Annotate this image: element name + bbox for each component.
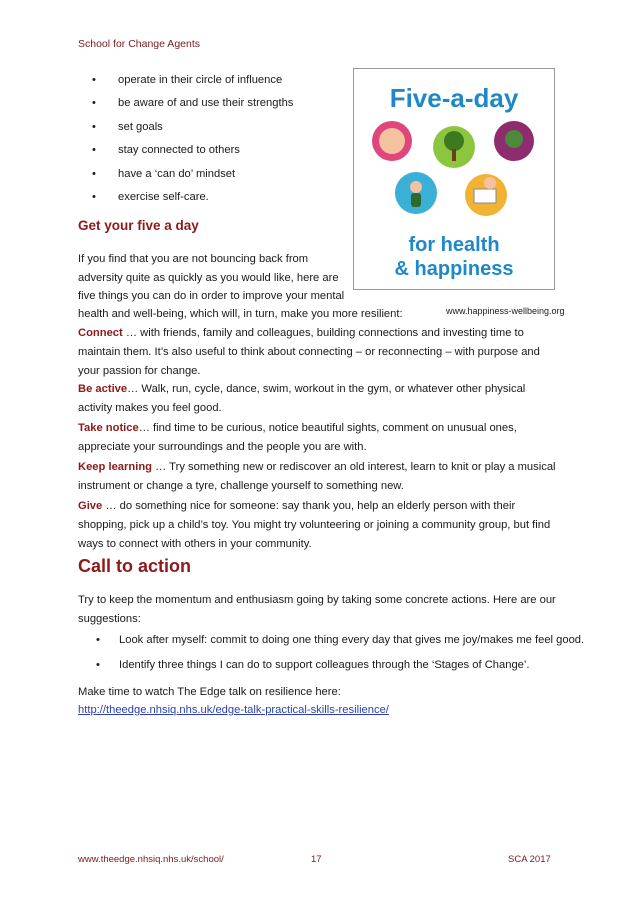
list-item-text: have a ‘can do’ mindset xyxy=(118,167,236,180)
term-take-notice: Take notice xyxy=(78,422,139,434)
cta-intro: Try to keep the momentum and enthusiasm going by taking some concrete actions. Here are our suggestions: xyxy=(78,594,556,625)
bullet-icon: • xyxy=(92,190,96,203)
poster-subtitle-2: & happiness xyxy=(394,258,514,280)
paragraph-text: … with friends, family and colleagues, building connections and investing time to maintain them. It’s also useful to think about connecting – or reconnecting – with purpose and your passion for change. xyxy=(78,327,540,377)
bullet-icon: • xyxy=(92,97,96,110)
list-item-text: set goals xyxy=(118,120,163,133)
image-credit: www.happiness-wellbeing.org xyxy=(446,306,565,316)
resilience-link-line xyxy=(78,701,558,720)
list-item xyxy=(92,97,293,120)
list-item xyxy=(92,191,293,214)
bullet-icon: • xyxy=(92,167,96,180)
reader-head xyxy=(484,177,496,189)
paragraph-text: … Try something new or rediscover an old interest, learn to knit or play a musical instrument or change a tyre, challenge yourself to something new. xyxy=(78,461,556,492)
poster-subtitle-1: for health xyxy=(408,234,500,256)
keep-learning-paragraph xyxy=(78,458,558,496)
take-notice-paragraph xyxy=(78,419,558,457)
runner-body xyxy=(411,193,421,207)
term-be-active: Be active xyxy=(78,383,128,395)
list-item-text: Identify three things I can do to support colleagues through the ‘Stages of Change’. xyxy=(119,659,530,671)
runner-icon xyxy=(410,181,422,193)
list-item xyxy=(92,74,293,97)
tree-trunk xyxy=(452,149,456,161)
people-icon xyxy=(505,130,523,148)
book-icon xyxy=(474,189,496,203)
bullet-icon: • xyxy=(96,634,100,646)
paragraph-text: … Walk, run, cycle, dance, swim, workout in the gym, or whatever other physical activity makes you feel good. xyxy=(78,383,526,414)
list-item-text: stay connected to others xyxy=(118,144,240,157)
bullet-icon: • xyxy=(92,74,96,86)
list-item xyxy=(96,659,584,684)
footer-year: SCA 2017 xyxy=(508,854,551,865)
intro-line: health and well-being, which will, in turn, make you more resilient: xyxy=(78,308,403,320)
list-item xyxy=(96,634,584,659)
intro-line: five things you can do in order to improve your mental xyxy=(78,290,345,302)
list-item xyxy=(92,121,293,144)
intro-line: If you find that you are not bouncing back from xyxy=(78,253,309,265)
term-give: Give xyxy=(78,500,103,512)
be-active-paragraph xyxy=(78,380,558,418)
intro-paragraph xyxy=(78,250,378,306)
list-item xyxy=(92,168,293,191)
five-a-day-illustration xyxy=(354,69,554,289)
list-item-text: exercise self-care. xyxy=(118,190,209,203)
bullet-icon: • xyxy=(96,659,100,671)
call-to-action-heading: Call to action xyxy=(78,556,192,576)
watch-text: Make time to watch The Edge talk on resilience here: xyxy=(78,686,341,698)
paragraph-text: … find time to be curious, notice beautiful sights, comment on unusual ones, appreciate your surroundings and the people you are with. xyxy=(78,422,517,453)
list-item xyxy=(92,144,293,167)
tree-icon xyxy=(444,131,464,151)
handshake-icon xyxy=(379,128,405,154)
intro-line: adversity quite as quickly as you would like, here are xyxy=(78,271,339,284)
list-item-text: be aware of and use their strengths xyxy=(118,97,294,110)
poster-title: Five-a-day xyxy=(389,83,519,113)
section-heading-five-a-day: Get your five a day xyxy=(78,218,199,233)
five-a-day-poster xyxy=(353,68,555,290)
paragraph-text: … do something nice for someone: say thank you, help an elderly person with their shopping, pick up a child’s toy. You might try volunteering or joining a community group, but find ways to connect with others in your community. xyxy=(78,500,551,550)
term-keep-learning: Keep learning xyxy=(78,461,152,473)
bullet-icon: • xyxy=(92,144,96,157)
give-paragraph xyxy=(78,497,558,553)
resilience-talk-link[interactable]: http://theedge.nhsiq.nhs.uk/edge-talk-practical-skills-resilience/ xyxy=(78,704,389,716)
running-header: School for Change Agents xyxy=(78,38,201,50)
connect-paragraph xyxy=(78,324,558,380)
strengths-bullet-list xyxy=(92,74,293,214)
page-number: 17 xyxy=(311,854,322,865)
cta-bullet-list xyxy=(96,634,584,684)
bullet-icon: • xyxy=(92,120,96,133)
list-item-text: Look after myself: commit to doing one thing every day that gives me joy/makes me feel good. xyxy=(119,634,585,646)
footer-url: www.theedge.nhsiq.nhs.uk/school/ xyxy=(78,854,224,865)
term-connect: Connect xyxy=(78,327,123,339)
list-item-text: operate in their circle of influence xyxy=(118,74,283,86)
